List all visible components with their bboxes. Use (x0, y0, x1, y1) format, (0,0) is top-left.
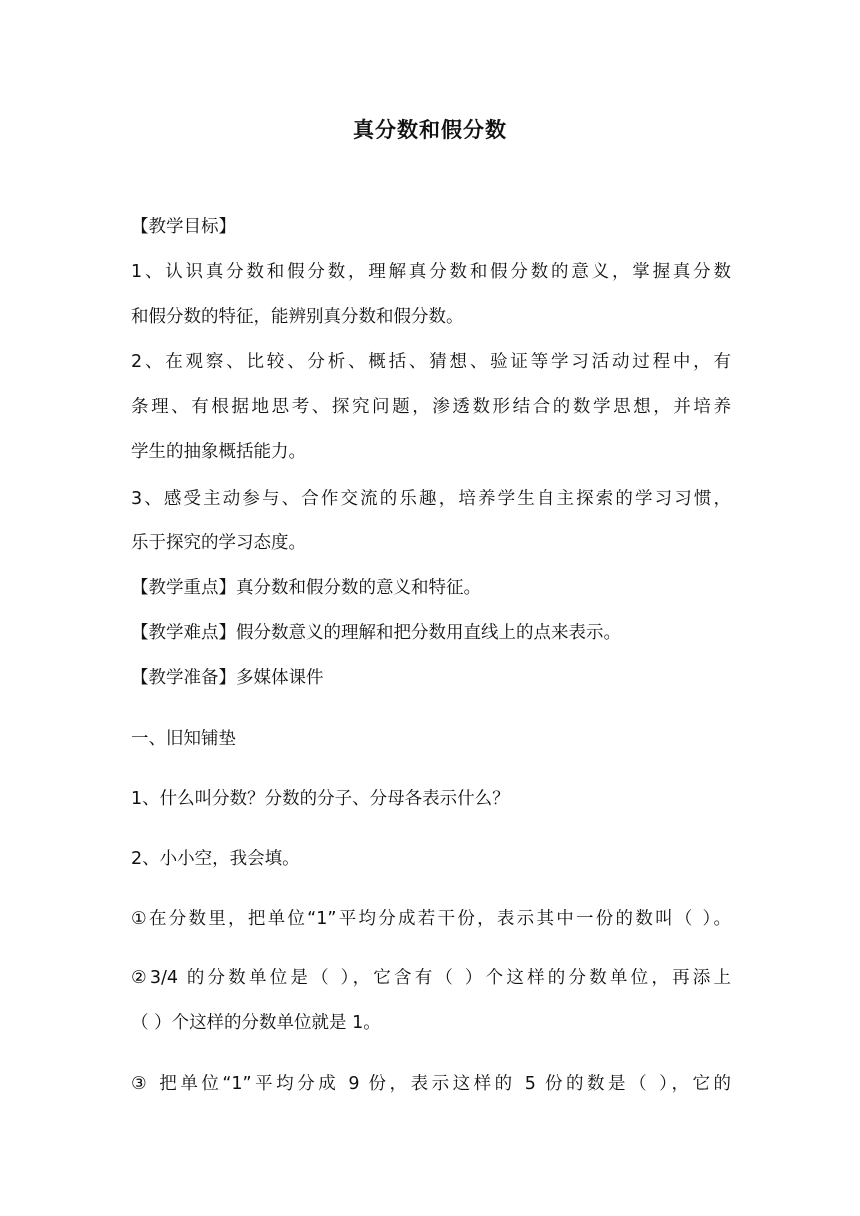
paragraph-line: 2、在观察、比较、分析、概括、猜想、验证等学习活动过程中，有 (131, 352, 731, 372)
paragraph-line: 3、感受主动参与、合作交流的乐趣，培养学生自主探索的学习习惯， (131, 489, 731, 509)
fill-blank-item: ①在分数里，把单位“1”平均分成若干份，表示其中一份的数叫（ ）。 (131, 909, 731, 929)
paragraph-line: 学生的抽象概括能力。 (131, 442, 306, 462)
teaching-difficulty-line: 【教学难点】假分数意义的理解和把分数用直线上的点来表示。 (131, 623, 621, 643)
document-title: 真分数和假分数 (353, 118, 507, 142)
section-heading-review: 一、旧知铺垫 (131, 729, 236, 749)
paragraph-line: 1、认识真分数和假分数，理解真分数和假分数的意义，掌握真分数 (131, 262, 731, 282)
question-line: 2、小小空，我会填。 (131, 849, 300, 869)
teaching-preparation-line: 【教学准备】多媒体课件 (131, 668, 324, 688)
fill-blank-item: （ ）个这样的分数单位就是 1。 (131, 1013, 381, 1033)
fill-blank-item: ③ 把单位“1”平均分成 9 份，表示这样的 5 份的数是（ ），它的 (131, 1074, 731, 1094)
fill-blank-item: ②3/4 的分数单位是（ ），它含有（ ）个这样的分数单位，再添上 (131, 968, 731, 988)
paragraph-line: 乐于探究的学习态度。 (131, 533, 306, 553)
paragraph-line: 条理、有根据地思考、探究问题，渗透数形结合的数学思想，并培养 (131, 397, 731, 417)
paragraph-line: 和假分数的特征，能辨别真分数和假分数。 (131, 307, 464, 327)
teaching-focus-line: 【教学重点】真分数和假分数的意义和特征。 (131, 578, 481, 598)
question-line: 1、什么叫分数？分数的分子、分母各表示什么？ (131, 789, 510, 809)
section-heading-objectives: 【教学目标】 (131, 217, 236, 237)
